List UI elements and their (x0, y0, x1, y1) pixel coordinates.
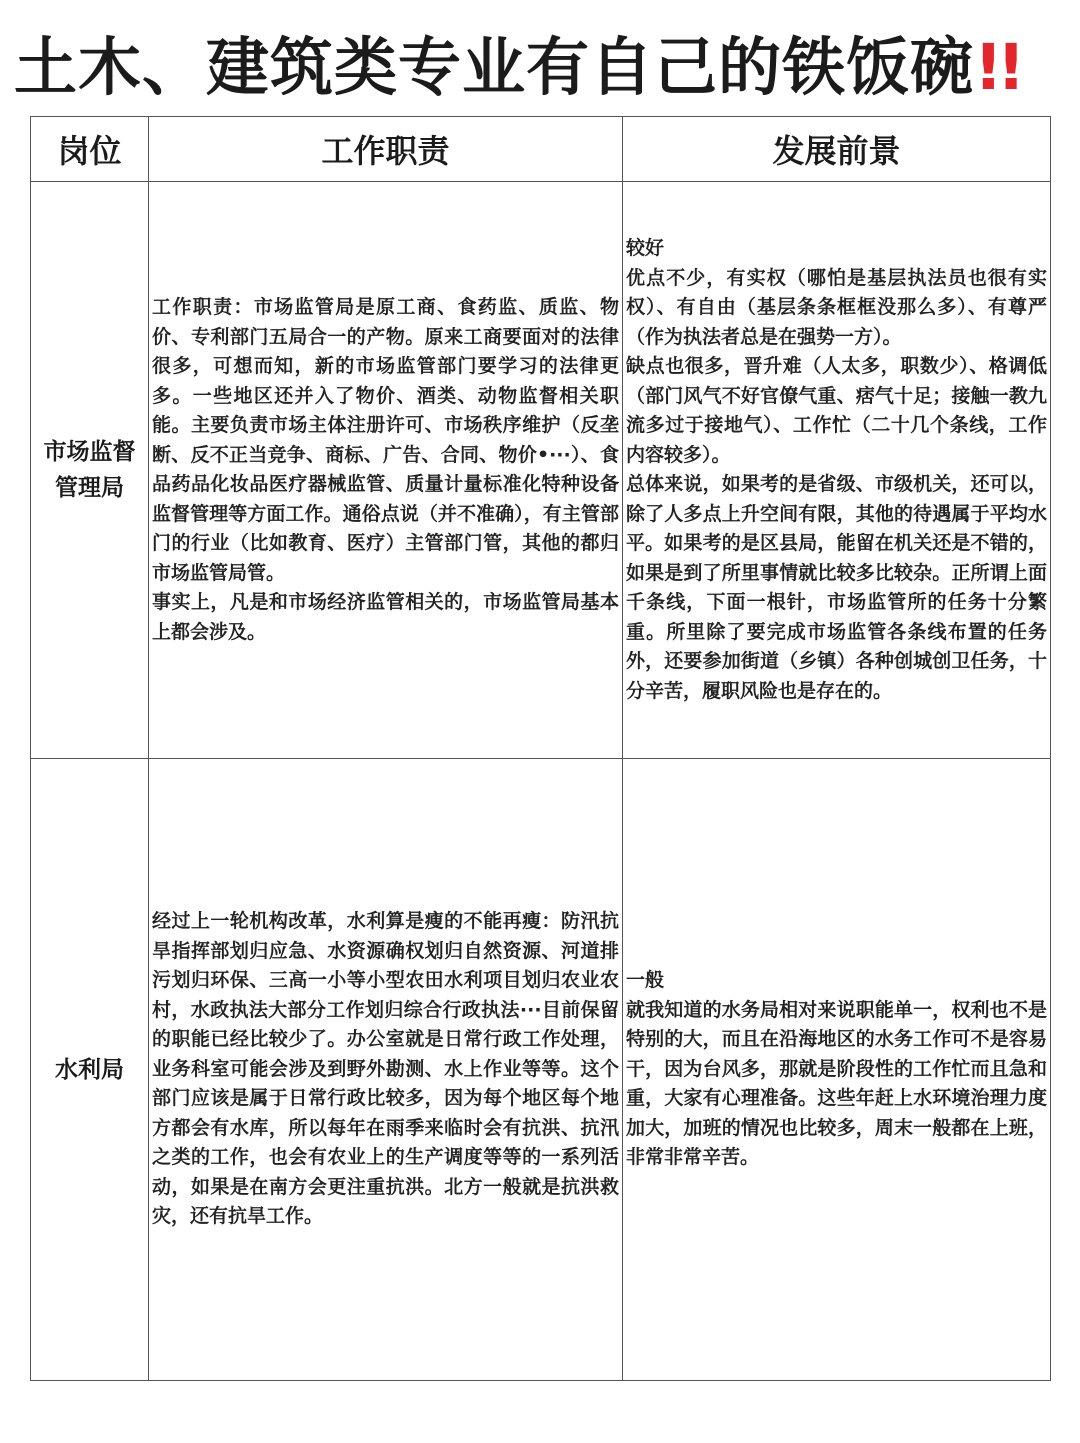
table-header-row (31, 117, 1051, 182)
duties-paragraph: 工作职责：市场监管局是原工商、食药监、质监、物价、专利部门五局合一的产物。原来工商要面对的法律很多，可想而知，新的市场监管部门要学习的法律更多。一些地区还并入了物价、酒类、动物监督相关职能。主要负责市场主体注册许可、市场秩序维护（反垄断、反不正当竞争、商标、广告、合同、物价•···）、食品药品化妆品医疗器械监管、质量计量标准化特种设备监督管理等方面工作。通俗点说（并不准确），有主管部门的行业（比如教育、医疗）主管部门管，其他的都归市场监管局管。 (152, 296, 619, 584)
page-title-text: 土木、建筑类专业有自己的铁饭碗 (14, 31, 974, 104)
duties-cell (149, 759, 623, 1381)
header-prospects: 发展前景 (623, 117, 1051, 182)
post-name-line: 市场监督 (43, 439, 136, 465)
duties-paragraph: 事实上，凡是和市场经济监管相关的，市场监管局基本上都会涉及。 (152, 591, 619, 643)
prospects-paragraph: 总体来说，如果考的是省级、市级机关，还可以，除了人多点上升空间有限，其他的待遇属于平均水平。如果考的是区县局，能留在机关还是不错的，如果是到了所里事情就比较多比较杂。正所谓上面千条线，下面一根针，市场监管所的任务十分繁重。所里除了要完成市场监管各条线布置的任务外，还要参加街道（乡镇）各种创城创卫任务，十分辛苦，履职风险也是存在的。 (626, 473, 1047, 702)
prospects-cell (623, 182, 1051, 759)
post-cell (31, 182, 149, 759)
page-title (14, 24, 1074, 112)
prospects-rating: 较好 (626, 237, 665, 259)
prospects-cell (623, 759, 1051, 1381)
post-name-line: 管理局 (55, 475, 124, 501)
post-name-line: 水利局 (55, 1056, 124, 1083)
prospects-paragraph: 优点不少，有实权（哪怕是基层执法员也很有实权）、有自由（基层条条框框没那么多）、有尊严（作为执法者总是在强势一方）。 (626, 266, 1047, 348)
header-duties: 工作职责 (149, 117, 623, 182)
prospects-paragraph: 就我知道的水务局相对来说职能单一，权利也不是特别的大，而且在沿海地区的水务工作可不是容易干，因为台风多，那就是阶段性的工作忙而且急和重，大家有心理准备。这些年赶上水环境治理力度加大，加班的情况也比较多，周末一般都在上班，非常非常辛苦。 (626, 998, 1047, 1169)
duties-cell (149, 182, 623, 759)
table-row (31, 182, 1051, 759)
double-exclamation-icon: !! (974, 31, 1020, 104)
prospects-rating: 一般 (626, 969, 665, 992)
prospects-paragraph: 缺点也很多，晋升难（人太多，职数少）、格调低（部门风气不好官僚气重、痞气十足；接触一教九流多过于接地气）、工作忙（二十几个条线，工作内容较多）。 (626, 355, 1047, 466)
career-comparison-table (30, 116, 1051, 1381)
post-cell (31, 759, 149, 1381)
duties-paragraph: 经过上一轮机构改革，水利算是瘦的不能再瘦：防汛抗旱指挥部划归应急、水资源确权划归自然资源、河道排污划归环保、三高一小等小型农田水利项目划归农业农村，水政执法大部分工作划归综合行政执法···目前保留的职能已经比较少了。办公室就是日常行政工作处理，业务科室可能会涉及到野外勘测、水上作业等等。这个部门应该是属于日常行政比较多，因为每个地区每个地方都会有水库，所以每年在雨季来临时会有抗洪、抗汛之类的工作，也会有农业上的生产调度等等的一系列活动，如果是在南方会更注重抗洪。北方一般就是抗洪救灾，还有抗旱工作。 (152, 910, 619, 1228)
header-post: 岗位 (31, 117, 149, 182)
table-row (31, 759, 1051, 1381)
